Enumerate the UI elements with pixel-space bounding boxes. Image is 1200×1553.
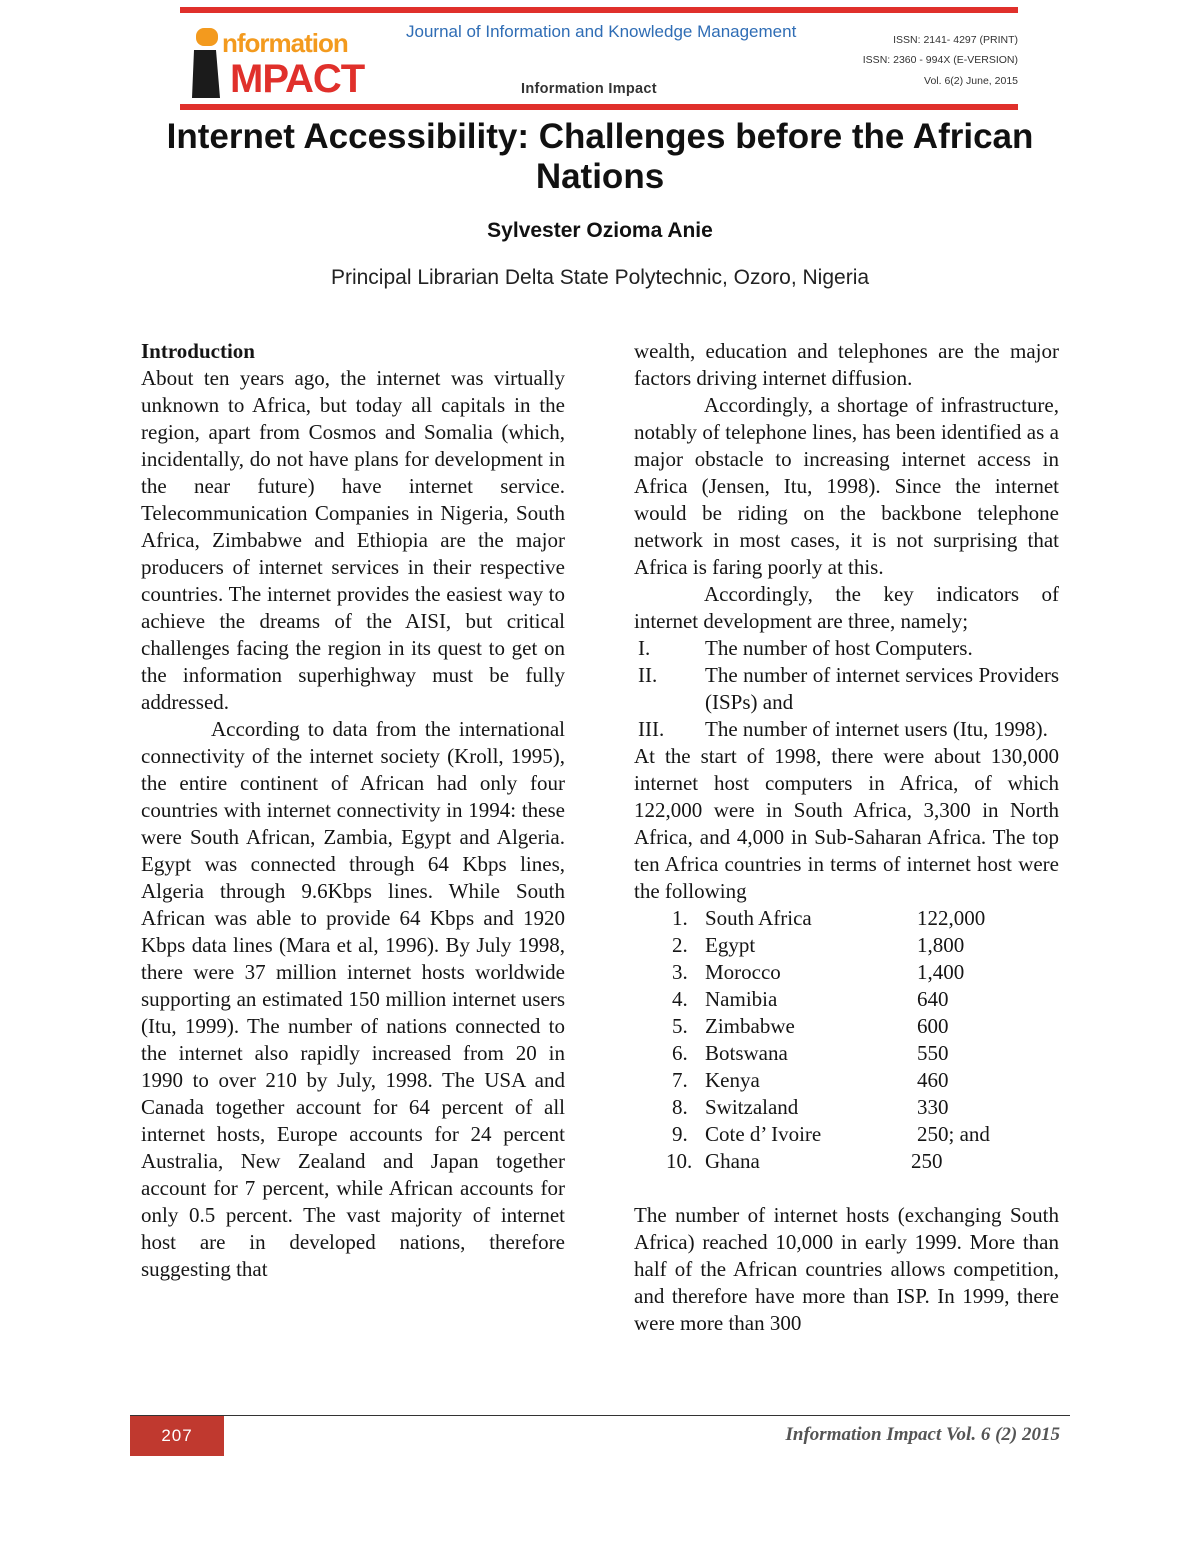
list-item	[634, 1094, 1059, 1121]
list-item	[634, 1013, 1059, 1040]
logo-i-dot	[196, 28, 218, 46]
paragraph: Accordingly, the key indicators of internet development are three, namely;	[634, 582, 1059, 633]
paragraph: According to data from the international connectivity of the internet society (Kroll, 1995), the entire continent of African had only four countries with internet connectivity in 1994: these were South African, Zambia, Egypt and Algeria. Egypt was connected through 64 Kbps lines, Algeria through 9.6Kbps lines. While South African was able to provide 64 Kbps and 1920 Kbps data lines (Mara et al, 1996). By July 1998, there were 37 million internet hosts worldwide supporting an estimated 150 million internet users (Itu, 1999). The number of nations connected to the internet also rapidly increased from 20 in 1990 to over 210 by July, 1998. The USA and Canada together account for 64 percent of all internet hosts, Europe accounts for 24 percent Australia, New Zealand and Japan together account for 7 percent, while African accounts for only 0.5 percent. The vast majority of internet host are in developed nations, therefore suggesting that	[141, 717, 565, 1281]
rank: 7.	[672, 1068, 688, 1092]
host-count: 460	[917, 1068, 949, 1092]
country: Ghana	[705, 1149, 760, 1173]
host-ranking-list	[634, 905, 1059, 1175]
list-text: The number of internet users (Itu, 1998).	[705, 717, 1048, 741]
journal-logo	[190, 24, 365, 102]
article-author: Sylvester Ozioma Anie	[487, 219, 713, 242]
country: Egypt	[705, 933, 756, 957]
list-item	[634, 662, 1059, 716]
author-affiliation: Principal Librarian Delta State Polytechnic, Ozoro, Nigeria	[330, 266, 870, 289]
host-count: 550	[917, 1041, 949, 1065]
host-count: 600	[917, 1014, 949, 1038]
spacer	[634, 1175, 1059, 1202]
issn-eversion: ISSN: 2360 - 994X (E-VERSION)	[862, 54, 1018, 66]
host-count: 1,400	[917, 960, 965, 984]
list-item	[634, 905, 1059, 932]
rank: 8.	[672, 1095, 688, 1119]
paragraph: At the start of 1998, there were about 130,000 internet host computers in Africa, of which 122,000 were in South Africa, 3,300 in North Africa, and 4,000 in Sub-Saharan Africa. The top ten Africa countries in terms of internet host were the following	[634, 744, 1059, 903]
list-item	[634, 1148, 1059, 1175]
country: Zimbabwe	[705, 1014, 795, 1038]
logo-line1: nformation	[222, 28, 348, 58]
list-item	[634, 1121, 1059, 1148]
rank: 6.	[672, 1041, 688, 1065]
country: South Africa	[705, 906, 812, 930]
rank: 1.	[672, 906, 688, 930]
list-item	[634, 1040, 1059, 1067]
host-count: 330	[917, 1095, 949, 1119]
rank: 4.	[672, 987, 688, 1011]
right-column	[634, 338, 1059, 1337]
country: Botswana	[705, 1041, 788, 1065]
list-item	[634, 635, 1059, 662]
host-count: 250	[911, 1149, 943, 1173]
section-heading: Introduction	[141, 339, 255, 363]
country: Switzaland	[705, 1095, 799, 1119]
country: Kenya	[705, 1068, 760, 1092]
journal-title: Journal of Information and Knowledge Management	[406, 22, 797, 41]
paragraph: wealth, education and telephones are the major factors driving internet diffusion.	[634, 339, 1059, 390]
list-item	[634, 959, 1059, 986]
header-bottom-rule	[180, 104, 1018, 110]
list-text: The number of host Computers.	[705, 636, 973, 660]
rank: 10.	[666, 1149, 693, 1173]
list-number: III.	[638, 717, 665, 741]
issn-print: ISSN: 2141- 4297 (PRINT)	[893, 34, 1018, 46]
volume-info: Vol. 6(2) June, 2015	[924, 75, 1018, 87]
list-text: The number of internet services Providers (ISPs) and	[705, 663, 1059, 714]
header-subtitle: Information Impact	[521, 81, 657, 97]
list-number: II.	[638, 663, 658, 687]
list-item	[634, 1067, 1059, 1094]
article-title: Internet Accessibility: Challenges before the African Nations	[166, 117, 1034, 196]
host-count: 1,800	[917, 933, 965, 957]
host-count: 640	[917, 987, 949, 1011]
footer-rule	[130, 1415, 1070, 1416]
page-number: 207	[130, 1416, 224, 1456]
indicator-list	[634, 635, 1059, 743]
rank: 9.	[672, 1122, 688, 1146]
list-number: I.	[638, 636, 651, 660]
list-item	[634, 932, 1059, 959]
list-item	[634, 716, 1059, 743]
rank: 3.	[672, 960, 688, 984]
country: Morocco	[705, 960, 781, 984]
host-count: 250; and	[917, 1122, 990, 1146]
country: Cote d’ Ivoire	[705, 1122, 822, 1146]
paragraph: About ten years ago, the internet was virtually unknown to Africa, but today all capitals in the region, apart from Cosmos and Somalia (which, incidentally, do not have plans for development in the near future) have internet service. Telecommunication Companies in Nigeria, South Africa, Zimbabwe and Ethiopia are the major producers of internet services in their respective countries. The internet provides the easiest way to achieve the dreams of the AISI, but critical challenges facing the region in its quest to get on the information superhighway must be fully addressed.	[141, 366, 565, 714]
logo-i-stem	[192, 50, 220, 98]
left-column	[141, 338, 565, 1283]
country: Namibia	[705, 987, 778, 1011]
header-top-rule	[180, 7, 1018, 13]
paragraph: The number of internet hosts (exchanging South Africa) reached 10,000 in early 1999. More than half of the African countries allows competition, and therefore have more than ISP. In 1999, there were more than 300	[634, 1203, 1059, 1335]
footer-citation: Information Impact Vol. 6 (2) 2015	[785, 1424, 1060, 1445]
rank: 2.	[672, 933, 688, 957]
logo-line2: MPACT	[230, 57, 365, 101]
list-item	[634, 986, 1059, 1013]
paragraph: Accordingly, a shortage of infrastructure, notably of telephone lines, has been identified as a major obstacle to increasing internet access in Africa (Jensen, Itu, 1998). Since the internet would be riding on the backbone telephone network in most cases, it is not surprising that Africa is faring poorly at this.	[634, 393, 1059, 579]
rank: 5.	[672, 1014, 688, 1038]
host-count: 122,000	[917, 906, 986, 930]
